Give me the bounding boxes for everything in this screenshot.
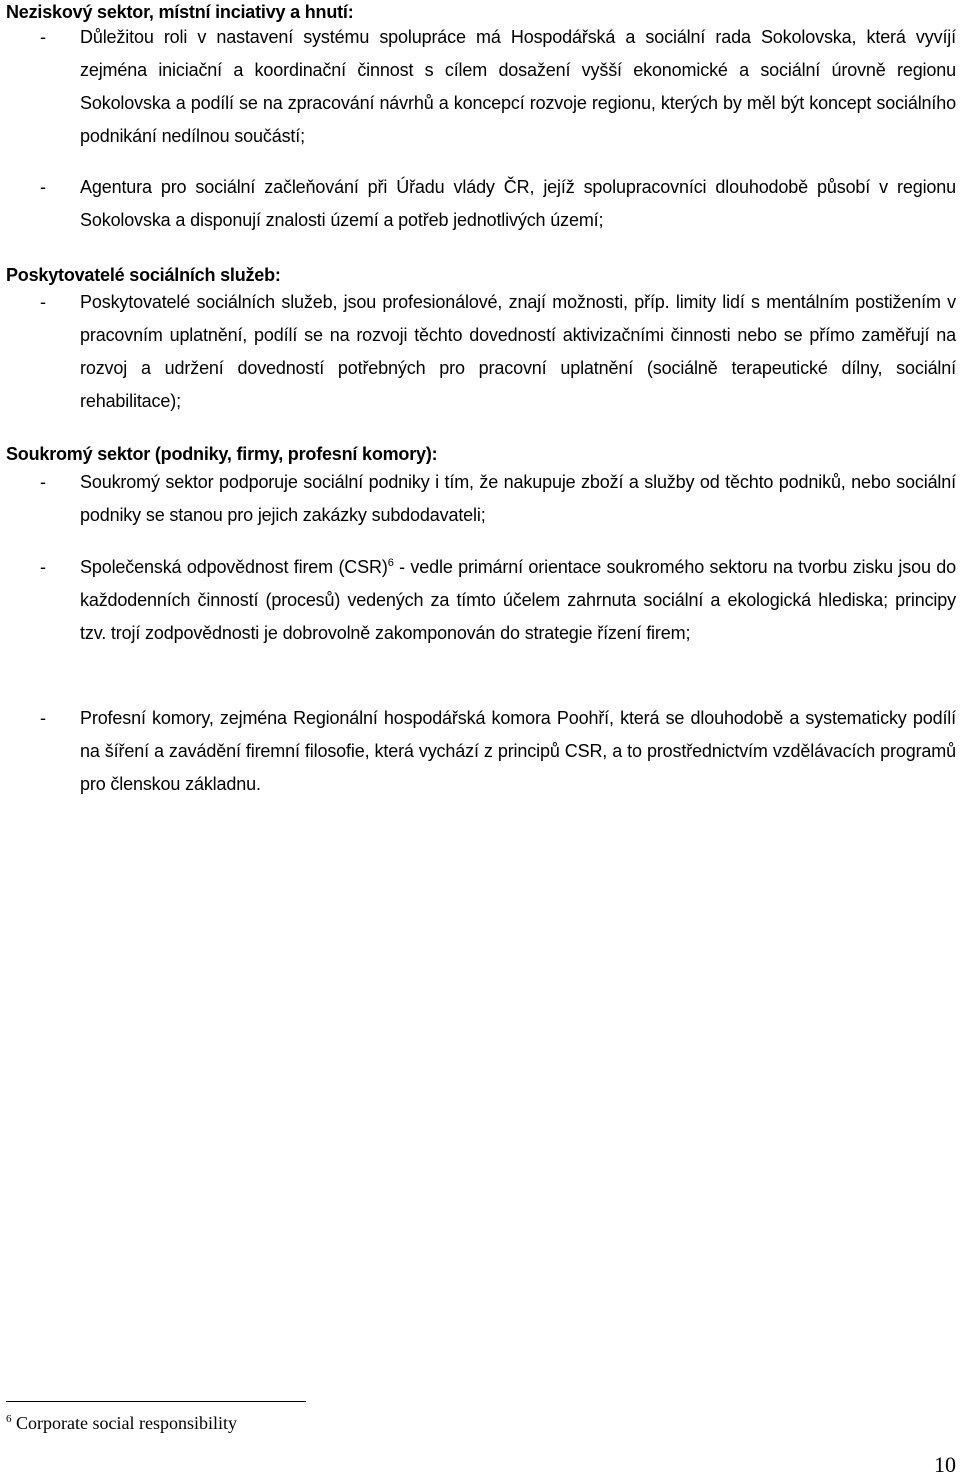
list-item [0,171,958,237]
list-item [0,21,958,153]
bullet-dash: - [40,292,46,312]
list-item [0,466,958,532]
bullet-dash: - [40,472,46,492]
bullet-dash: - [40,557,46,577]
footnote [6,1413,237,1434]
list-item-text: Profesní komory, zejména Regionální hospodářská komora Poohří, která se dlouhodobě a systematicky podílí na šíření a zavádění firemní filosofie, která vychází z principů CSR, a to prostřednictvím vzdělávacích programů pro členskou základnu. [80,708,956,794]
list-item [0,286,958,418]
section-heading-social-services: Poskytovatelé sociálních služeb: [6,265,281,285]
bullet-dash: - [40,177,46,197]
list-item [0,702,958,801]
csr-text-start: Společenská odpovědnost firem (CSR) [80,557,388,577]
list-item-text: Poskytovatelé sociálních služeb, jsou profesionálové, znají možnosti, příp. limity lidí s mentálním postižením v pracovním uplatnění, podílí se na rozvoji těchto dovedností aktivizačními činnosti nebo se přímo zaměřují na rozvoj a udržení dovedností potřebných pro pracovní uplatnění (sociálně terapeutické dílny, sociální rehabilitace); [80,292,956,411]
list-item [0,551,958,650]
footnote-ref[interactable]: 6 [387,557,394,569]
list-item-text: Agentura pro sociální začleňování při Úřadu vlády ČR, jejíž spolupracovníci dlouhodobě působí v regionu Sokolovska a disponují znalosti území a potřeb jednotlivých území; [80,177,956,230]
list-item-text: Soukromý sektor podporuje sociální podniky i tím, že nakupuje zboží a služby od těchto podniků, nebo sociální podniky se stanou pro jejich zakázky subdodavateli; [80,472,956,525]
page-number: 10 [934,1452,956,1477]
footnote-text: Corporate social responsibility [16,1413,237,1433]
bullet-dash: - [40,27,46,47]
csr-text-end: - vedle primární orientace soukromého sektoru na tvorbu zisku jsou do každodenních činností (procesů) vedených za tímto účelem zahrnuta sociální a ekologická hlediska; principy tzv. trojí zodpovědnosti je dobrovolně zakomponován do strategie řízení firem; [80,557,957,643]
footnote-separator [6,1401,306,1402]
list-item-text [80,551,956,650]
bullet-dash: - [40,708,46,728]
list-item-text: Důležitou roli v nastavení systému spolupráce má Hospodářská a sociální rada Sokolovska, která vyvíjí zejména iniciační a koordinační činnost s cílem dosažení vyšší ekonomické a sociální úrovně regionu Sokolovska a podílí se na zpracování návrhů a koncepcí rozvoje regionu, kterých by měl být koncept sociálního podnikání nedílnou součástí; [80,27,956,146]
section-heading-private-sector: Soukromý sektor (podniky, firmy, profesní komory): [6,444,438,464]
section-heading-nonprofit: Neziskový sektor, místní inciativy a hnutí: [6,2,354,22]
footnote-number: 6 [6,1413,12,1425]
